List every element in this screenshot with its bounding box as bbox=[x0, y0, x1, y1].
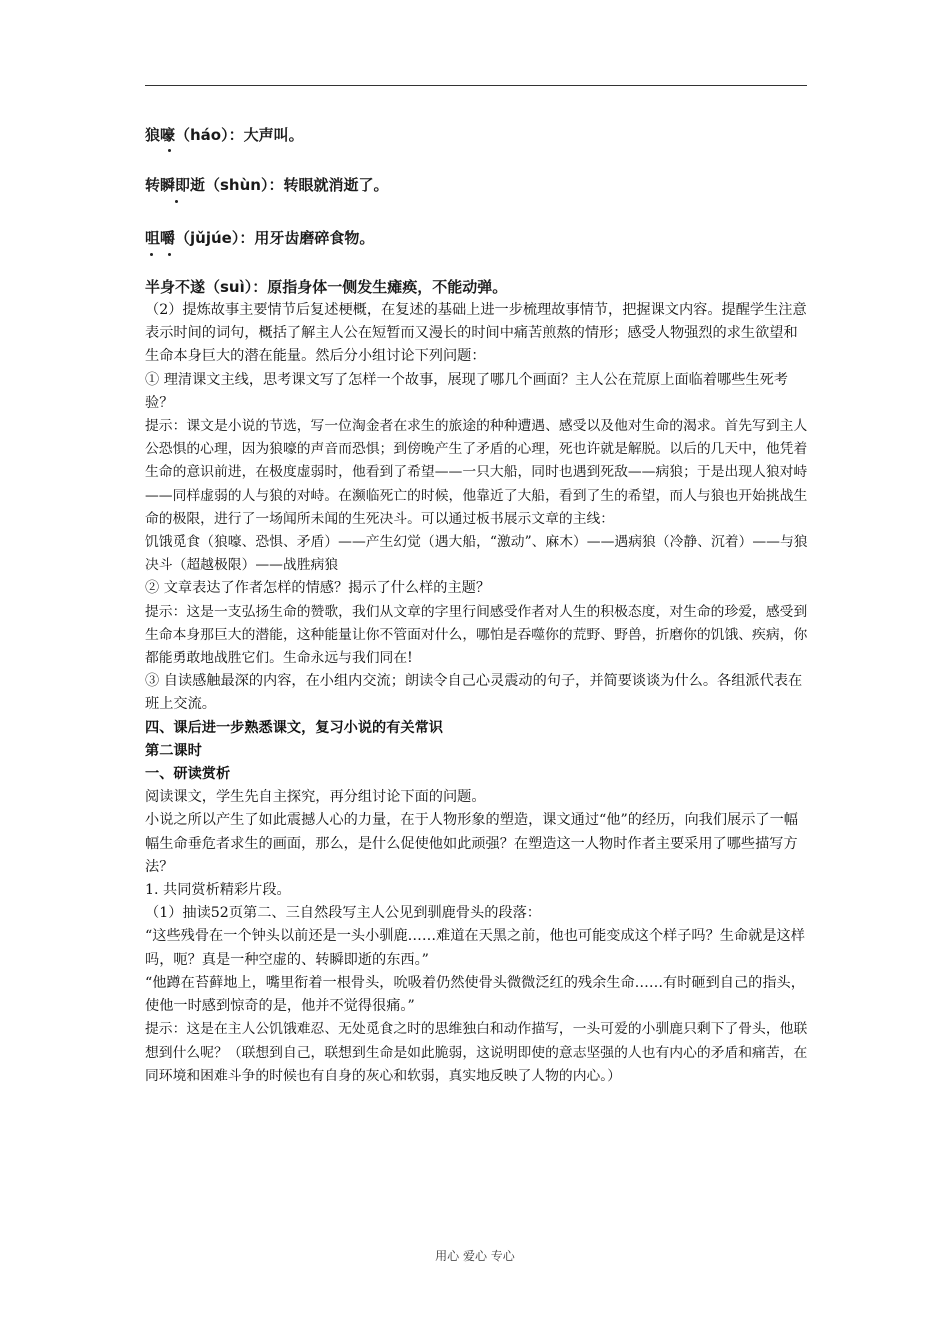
vocab-item-2: 转瞬即逝（shùn）：转眼就消逝了。 bbox=[145, 176, 389, 194]
paragraph: 1. 共同赏析精彩片段。 bbox=[145, 882, 291, 899]
document-body bbox=[145, 299, 809, 1088]
paragraph: ② 文章表达了作者怎样的情感？揭示了什么样的主题？ bbox=[145, 580, 491, 597]
vocab-item-3: 咀嚼（jǔjúe）：用牙齿磨碎食物。 bbox=[145, 229, 375, 247]
hint-paragraph: 提示：这是一支弘扬生命的赞歌，我们从文章的字里行间感受作者对人生的积极态度，对生命的珍爱，感受到生命本身那巨大的潜能，这种能量让你不管面对什么，哪怕是吞噬你的荒野、野兽，折磨你的饥饿、疾病，你都能勇敢地战胜它们。生命永远与我们同在! bbox=[145, 603, 808, 667]
page-footer: 用心 爱心 专心 bbox=[435, 1249, 515, 1263]
vocab-item-1: 狼嚎（háo）：大声叫。 bbox=[145, 126, 304, 144]
header-rule bbox=[145, 85, 807, 86]
vocab-item-4: 半身不遂（suì）：原指身体一侧发生瘫痪，不能动弹。 bbox=[145, 278, 508, 296]
paragraph: “他蹲在苔藓地上，嘴里衔着一根骨头，吮吸着仍然使骨头微微泛红的残余生命……有时砸到自己的指头，使他一时感到惊奇的是，他并不觉得很痛。” bbox=[145, 974, 805, 1015]
paragraph: （2）提炼故事主要情节后复述梗概，在复述的基础上进一步梳理故事情节，把握课文内容。提醒学生注意表示时间的词句，概括了解主人公在短暂而又漫长的时间中痛苦煎熬的情形；感受人物强烈的求生欲望和生命本身巨大的潜在能量。然后分小组讨论下列问题： bbox=[145, 302, 807, 365]
emphasis-dot bbox=[175, 200, 178, 203]
section-heading: 四、课后进一步熟悉课文，复习小说的有关常识 bbox=[145, 719, 443, 736]
paragraph: ① 理清课文主线，思考课文写了怎样一个故事，展现了哪几个画面？主人公在荒原上面临着哪些生死考验？ bbox=[145, 371, 788, 411]
emphasis-dot bbox=[168, 149, 171, 152]
paragraph: ③ 自读感触最深的内容，在小组内交流；朗读令自己心灵震动的句子，并简要谈谈为什么。各组派代表在班上交流。 bbox=[145, 673, 803, 713]
emphasis-dot bbox=[168, 253, 171, 256]
emphasis-dot bbox=[150, 253, 153, 256]
paragraph: “这些残骨在一个钟头以前还是一头小驯鹿……难道在天黑之前，他也可能变成这个样子吗？生命就是这样吗，呃？真是一种空虚的、转瞬即逝的东西。” bbox=[145, 928, 805, 968]
section-heading: 第二课时 bbox=[145, 742, 202, 759]
hint-paragraph: 提示：这是在主人公饥饿难忍、无处觅食之时的思维独白和动作描写，一头可爱的小驯鹿只剩下了骨头，他联想到什么呢？（联想到自己，联想到生命是如此脆弱，这说明即使的意志坚强的人也有内心的矛盾和痛苦，在同环境和困难斗争的时候也有自身的灰心和软弱，真实地反映了人物的内心。） bbox=[145, 1021, 808, 1084]
hint-paragraph: 提示：课文是小说的节选，写一位淘金者在求生的旅途的种种遭遇、感受以及他对生命的渴求。首先写到主人公恐惧的心理，因为狼嚎的声音而恐惧；到傍晚产生了矛盾的心理，死也许就是解脱。以后的几天中，他凭着生命的意识前进，在极度虚弱时，他看到了希望——一只大船，同时也遇到死敌——病狼；于是出现人狼对峙——同样虚弱的人与狼的对峙。在濒临死亡的时候，他靠近了大船，看到了生的希望，而人与狼也开始挑战生命的极限，进行了一场闻所未闻的生死决斗。可以通过板书展示文章的主线： bbox=[145, 418, 808, 527]
paragraph: 阅读课文，学生先自主探究，再分组讨论下面的问题。 bbox=[145, 789, 486, 806]
paragraph: 小说之所以产生了如此震撼人心的力量，在于人物形象的塑造，课文通过“他”的经历，向我们展示了一幅幅生命垂危者求生的画面，那么，是什么促使他如此顽强？在塑造这一人物时作者主要采用了哪些描写方法？ bbox=[145, 812, 798, 875]
hint-paragraph: 饥饿觅食（狼嚎、恐惧、矛盾）——产生幻觉（遇大船，“激动”、麻木）——遇病狼（冷静、沉着）——与狼决斗（超越极限）——战胜病狼 bbox=[145, 534, 808, 574]
section-heading: 一、研读赏析 bbox=[145, 766, 231, 783]
paragraph: （1）抽读52页第二、三自然段写主人公见到驯鹿骨头的段落： bbox=[145, 905, 541, 922]
